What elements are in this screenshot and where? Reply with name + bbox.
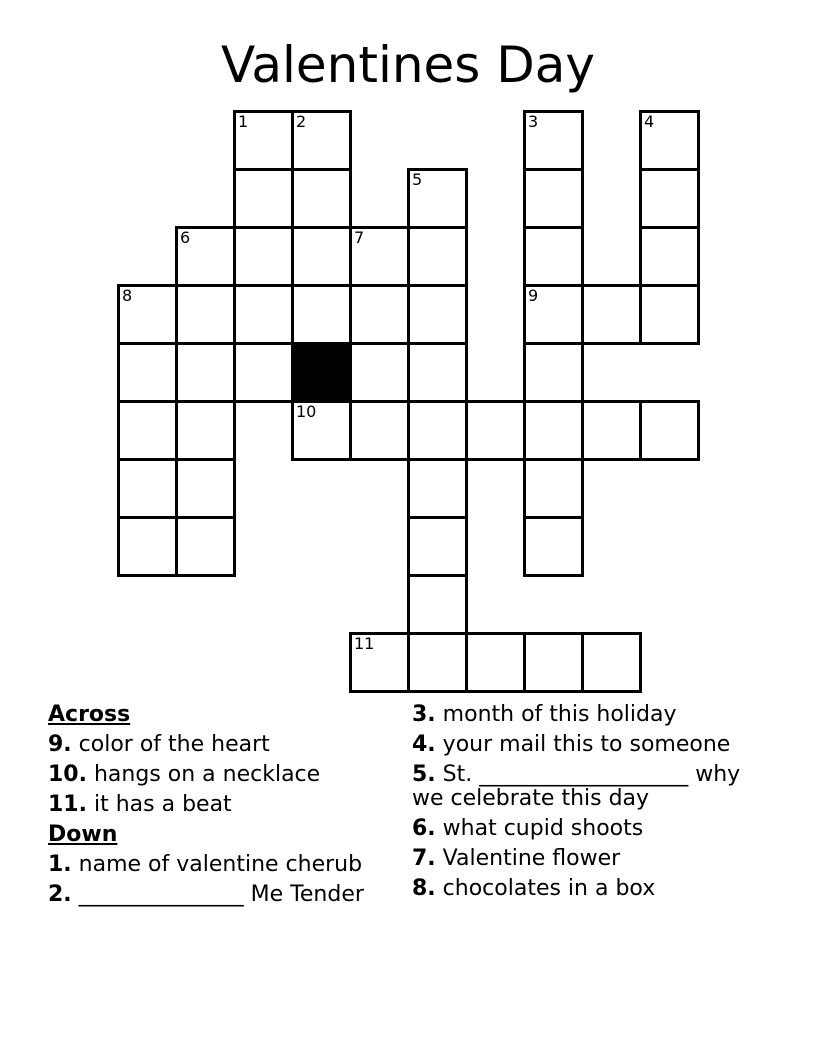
clue-number: 10 xyxy=(296,402,317,421)
crossword-cell[interactable] xyxy=(407,574,468,635)
crossword-cell-5[interactable] xyxy=(407,168,468,229)
across-heading: Across xyxy=(48,702,131,727)
clues-right-column xyxy=(412,703,762,907)
clue-number: 6 xyxy=(180,228,191,247)
clue-down-4: 4. your mail this to someone xyxy=(412,732,731,757)
crossword-cell-9[interactable] xyxy=(523,284,584,345)
crossword-cell[interactable] xyxy=(523,400,584,461)
crossword-cell[interactable] xyxy=(233,342,294,403)
crossword-cell[interactable] xyxy=(233,168,294,229)
crossword-cell-10[interactable] xyxy=(291,400,352,461)
crossword-cell[interactable] xyxy=(175,400,236,461)
crossword-cell[interactable] xyxy=(349,400,410,461)
clue-number: 2 xyxy=(296,112,307,131)
crossword-cell[interactable] xyxy=(465,632,526,693)
crossword-cell[interactable] xyxy=(581,400,642,461)
crossword-cell[interactable] xyxy=(407,342,468,403)
clue-down-5: 5. St. ___________________ why we celebrate this day xyxy=(412,762,741,811)
crossword-cell-8[interactable] xyxy=(117,284,178,345)
crossword-cell[interactable] xyxy=(117,342,178,403)
crossword-cell[interactable] xyxy=(523,632,584,693)
clue-number: 8 xyxy=(122,286,133,305)
crossword-cell[interactable] xyxy=(581,632,642,693)
clue-across-11: 11. it has a beat xyxy=(48,792,232,817)
crossword-cell[interactable] xyxy=(117,516,178,577)
crossword-cell[interactable] xyxy=(523,516,584,577)
clue-number: 3 xyxy=(528,112,539,131)
crossword-cell[interactable] xyxy=(175,458,236,519)
clue-down-6: 6. what cupid shoots xyxy=(412,816,644,841)
crossword-cell-7[interactable] xyxy=(349,226,410,287)
crossword-cell[interactable] xyxy=(233,226,294,287)
down-heading: Down xyxy=(48,822,118,847)
crossword-cell[interactable] xyxy=(233,284,294,345)
crossword-cell[interactable] xyxy=(175,516,236,577)
clue-number: 9 xyxy=(528,286,539,305)
crossword-cell-11[interactable] xyxy=(349,632,410,693)
crossword-cell[interactable] xyxy=(407,400,468,461)
crossword-cell[interactable] xyxy=(117,400,178,461)
clue-down-1: 1. name of valentine cherub xyxy=(48,852,363,877)
crossword-cell[interactable] xyxy=(349,284,410,345)
crossword-cell[interactable] xyxy=(407,458,468,519)
page-title: Valentines Day xyxy=(221,36,595,94)
clue-number: 5 xyxy=(412,170,423,189)
crossword-cell[interactable] xyxy=(465,400,526,461)
clue-number: 4 xyxy=(644,112,655,131)
clue-down-7: 7. Valentine flower xyxy=(412,846,621,871)
crossword-cell[interactable] xyxy=(291,168,352,229)
crossword-cell[interactable] xyxy=(291,284,352,345)
crossword-cell-6[interactable] xyxy=(175,226,236,287)
crossword-cell[interactable] xyxy=(639,168,700,229)
crossword-cell[interactable] xyxy=(523,226,584,287)
clue-number: 11 xyxy=(354,634,375,653)
crossword-cell[interactable] xyxy=(407,632,468,693)
crossword-cell[interactable] xyxy=(407,284,468,345)
clues-left-column xyxy=(48,703,368,913)
crossword-cell[interactable] xyxy=(117,458,178,519)
crossword-cell[interactable] xyxy=(581,284,642,345)
crossword-cell[interactable] xyxy=(639,226,700,287)
crossword-cell[interactable] xyxy=(175,342,236,403)
crossword-cell[interactable] xyxy=(407,226,468,287)
clue-number: 1 xyxy=(238,112,249,131)
crossword-cell[interactable] xyxy=(639,400,700,461)
crossword-cell[interactable] xyxy=(639,284,700,345)
crossword-cell[interactable] xyxy=(523,458,584,519)
crossword-cell-1[interactable] xyxy=(233,110,294,171)
crossword-cell-2[interactable] xyxy=(291,110,352,171)
crossword-cell[interactable] xyxy=(291,226,352,287)
crossword-cell[interactable] xyxy=(523,342,584,403)
crossword-cell-4[interactable] xyxy=(639,110,700,171)
crossword-cell[interactable] xyxy=(407,516,468,577)
crossword-block-cell xyxy=(291,342,352,403)
clue-down-2: 2. _______________ Me Tender xyxy=(48,882,364,907)
clue-across-9: 9. color of the heart xyxy=(48,732,270,757)
clue-number: 7 xyxy=(354,228,365,247)
crossword-cell[interactable] xyxy=(175,284,236,345)
crossword-cell-3[interactable] xyxy=(523,110,584,171)
clue-across-10: 10. hangs on a necklace xyxy=(48,762,321,787)
crossword-cell[interactable] xyxy=(523,168,584,229)
crossword-cell[interactable] xyxy=(349,342,410,403)
clue-down-8: 8. chocolates in a box xyxy=(412,876,656,901)
clue-down-3: 3. month of this holiday xyxy=(412,702,677,727)
